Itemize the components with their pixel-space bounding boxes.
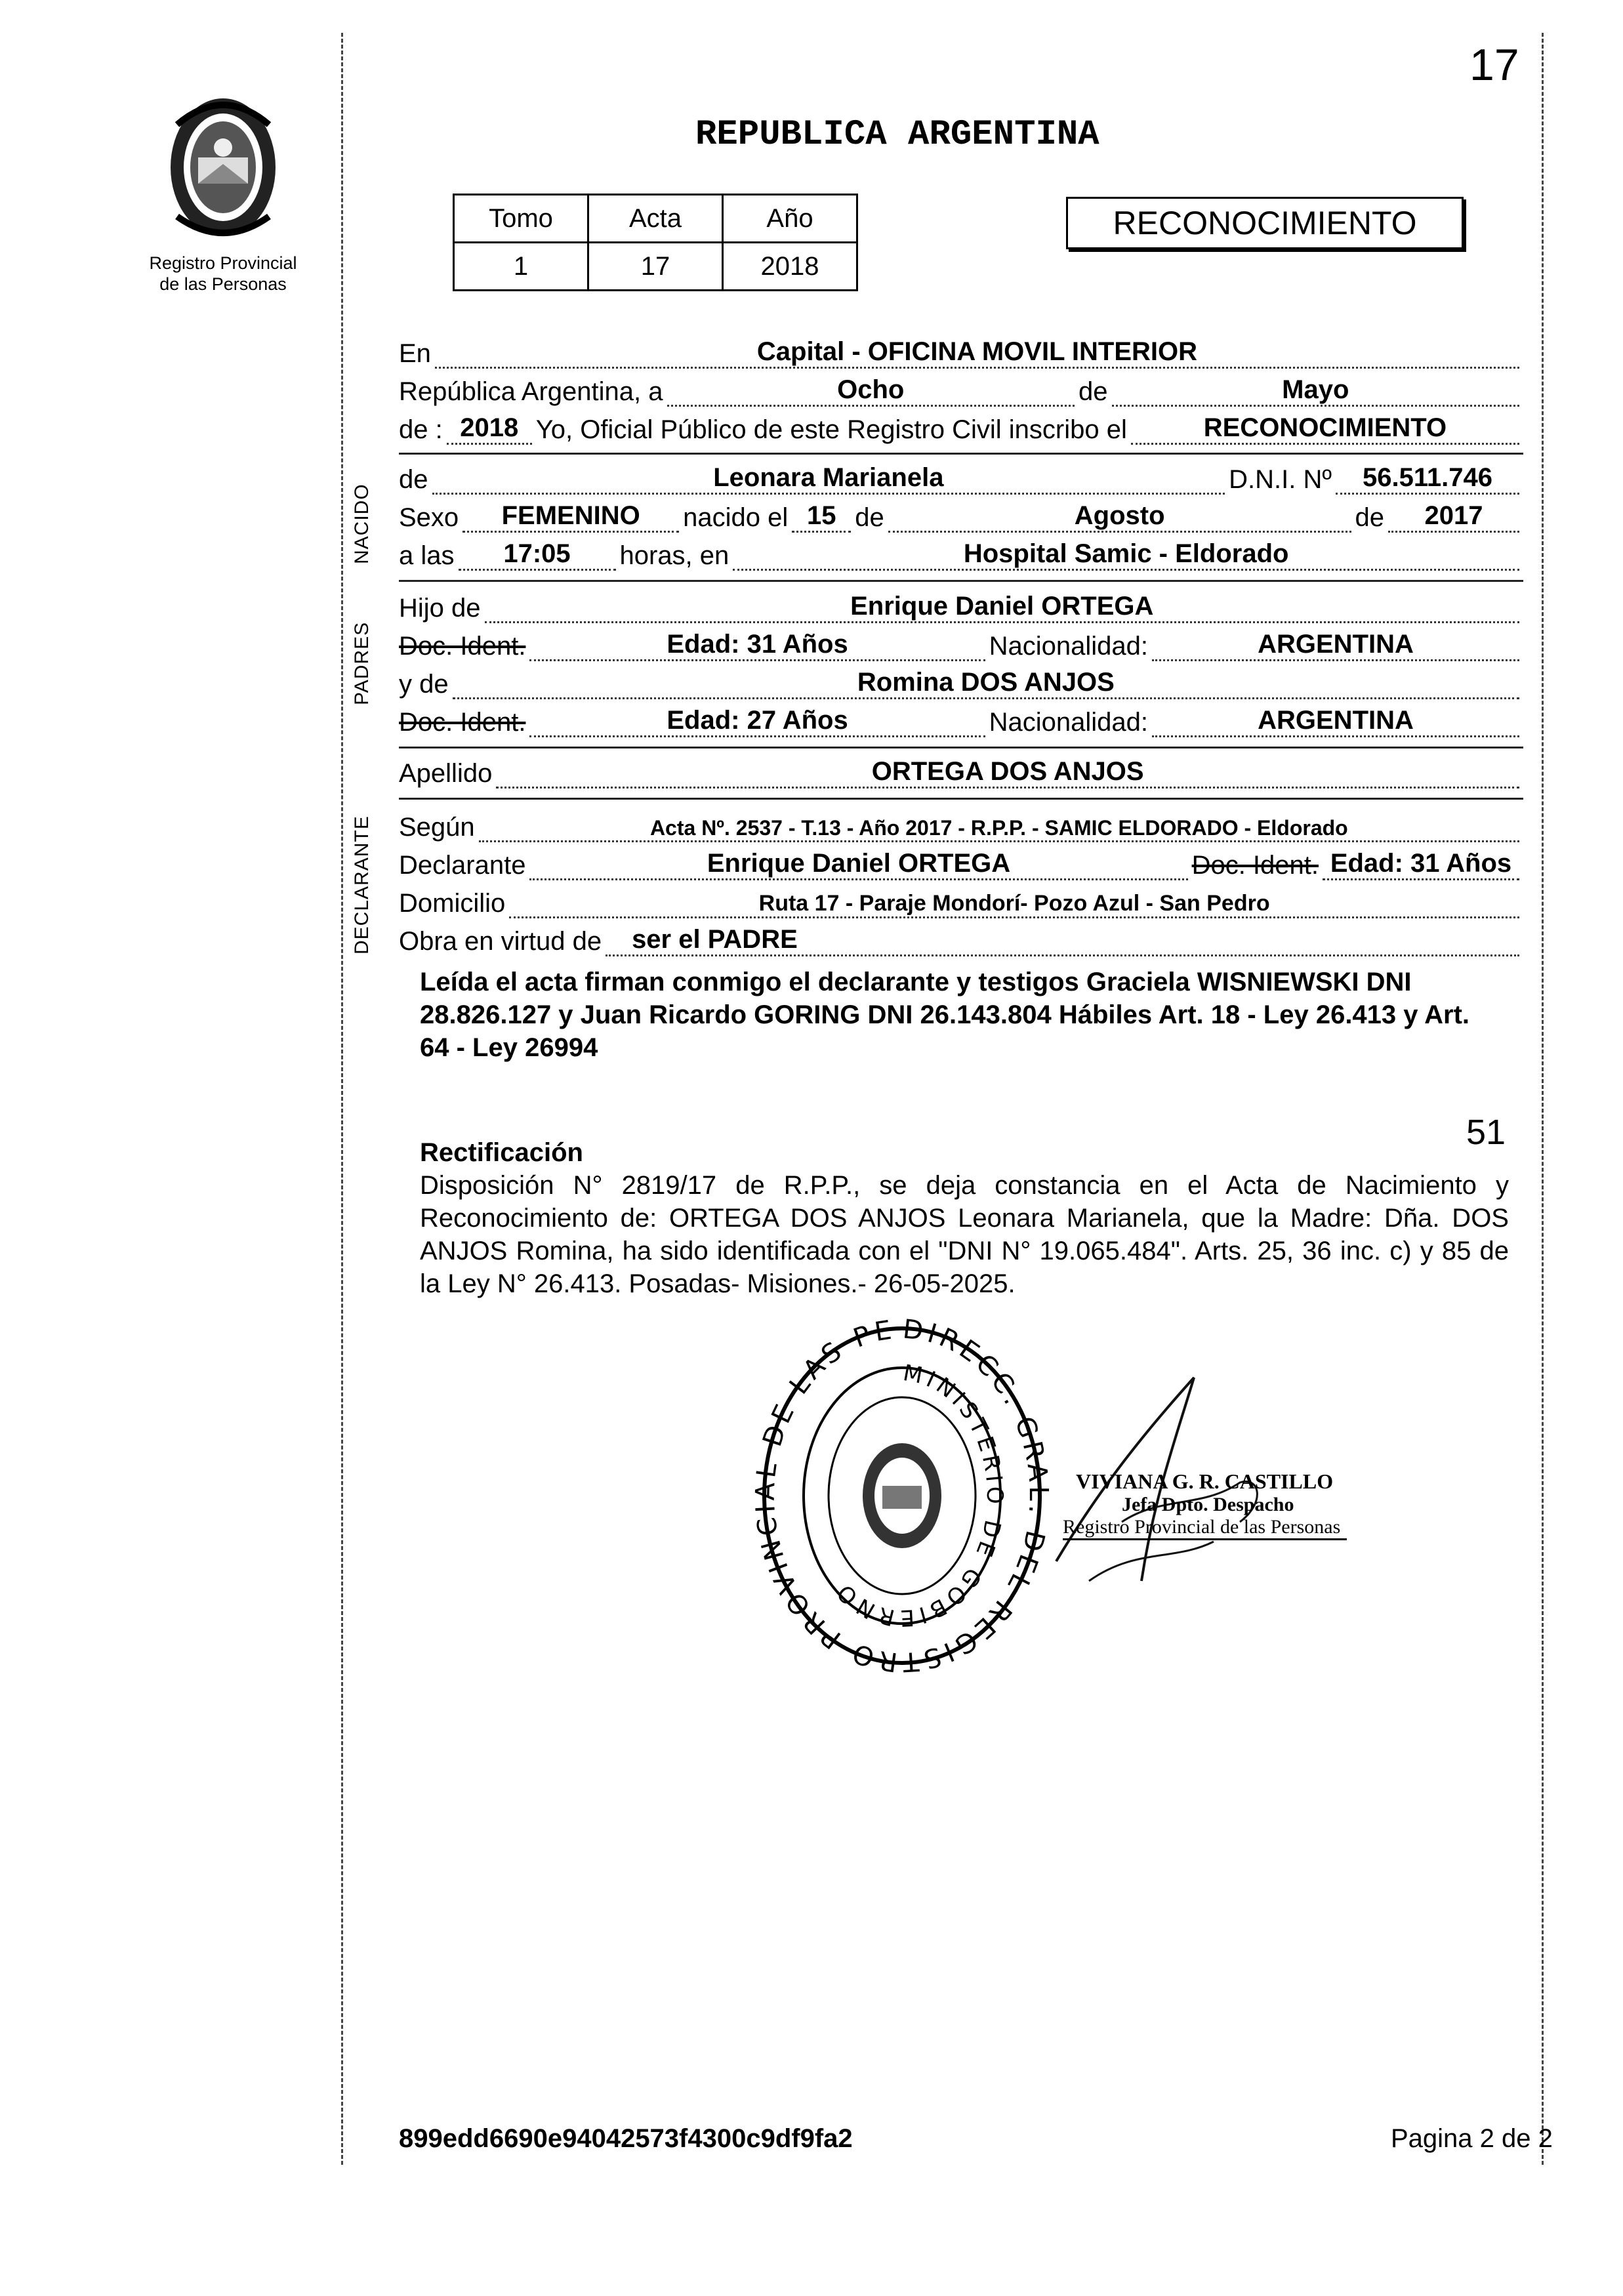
side-label-declarante: DECLARANTE [351,815,373,954]
line-declarante: Declarante Enrique Daniel ORTEGA Doc. Ident. Edad: 31 Años [399,846,1523,880]
day-value: Ocho [837,375,905,404]
separator [399,747,1523,748]
place-value: Capital - OFICINA MOVIL INTERIOR [756,337,1198,366]
surname-value: ORTEGA DOS ANJOS [871,757,1144,786]
document-hash: 899edd6690e94042573f4300c9df9fa2 [399,2124,853,2153]
line-en: En Capital - OFICINA MOVIL INTERIOR [399,335,1523,369]
anio-header: Año [723,195,857,243]
stamp-inner-text: MINISTERIO DE GOBIERNO [829,1359,1008,1631]
closing-statement: Leída el acta firman conmigo el declarante y testigos Graciela WISNIEWSKI DNI 28.826.127 y Juan Ricardo GORING DNI 26.143.804 Hábiles Art. 18 - Ley 26.413 y Art. 64 - Ley 26994 [420,968,1470,1062]
line-segun: Según Acta Nº. 2537 - T.13 - Año 2017 - R.P.P. - SAMIC ELDORADO - Eldorado [399,808,1523,842]
line-hora: a las 17:05 horas, en Hospital Samic - Eldorado [399,537,1523,571]
side-label-nacido: NACIDO [351,483,373,564]
tomo-value: 1 [454,243,588,291]
declarant-age-value: Edad: 31 Años [1330,849,1512,878]
line-fecha: República Argentina, a Ocho de Mayo [399,373,1523,407]
birth-place-value: Hospital Samic - Eldorado [963,539,1289,568]
separator [399,798,1523,800]
mother-nationality-value: ARGENTINA [1258,706,1414,735]
birth-month-value: Agosto [1074,501,1165,530]
declarant-name-value: Enrique Daniel ORTEGA [707,849,1011,878]
line-obra: Obra en virtud de ser el PADRE [399,922,1523,956]
birth-time-value: 17:05 [503,539,571,568]
line-nombre: de Leonara Marianela D.N.I. Nº 56.511.746 [399,461,1523,495]
record-type-box: RECONOCIMIENTO [1066,197,1464,249]
signatory-block [1063,1469,1404,1540]
rectification-title: Rectificación [420,1138,583,1167]
year-value: 2018 [460,413,519,442]
line-domicilio: Domicilio Ruta 17 - Paraje Mondorí- Pozo Azul - San Pedro [399,884,1523,918]
anio-value: 2018 [723,243,857,291]
line-padre: Hijo de Enrique Daniel ORTEGA [399,589,1523,623]
source-act-value: Acta Nº. 2537 - T.13 - Año 2017 - R.P.P. - SAMIC ELDORADO - Eldorado [649,816,1348,840]
registry-name: Registro Provincial de las Personas [149,253,297,294]
capacity-value: ser el PADRE [632,925,798,954]
acta-header: Acta [588,195,723,243]
stamp-outer-text: DIRECC. GR DEL REGISTRO PROVIN L DE LAS PE [754,1319,1050,1673]
line-sexo: Sexo FEMENINO nacido el 15 de Agosto de 2017 [399,499,1523,533]
father-nationality-value: ARGENTINA [1258,630,1414,659]
record-table [453,194,858,291]
child-name-value: Leonara Marianela [713,463,944,492]
tomo-header: Tomo [454,195,588,243]
signatory-name: VIVIANA G. R. CASTILLO [1076,1469,1334,1493]
father-name-value: Enrique Daniel ORTEGA [850,592,1154,621]
signatory-org: Registro Provincial de las Personas [1063,1516,1347,1540]
page-indicator: Pagina 2 de 2 [1391,2124,1553,2153]
side-label-padres: PADRES [351,621,373,705]
line-madre: y de Romina DOS ANJOS [399,665,1523,699]
page-number: 17 [1469,40,1519,90]
acta-value: 17 [588,243,723,291]
official-stamp [754,1319,1050,1673]
line-padre-doc: Doc. Ident. Edad: 31 Años Nacionalidad: ARGENTINA [399,627,1523,661]
signatory-role: Jefa Dpto. Despacho [1122,1494,1294,1515]
line-inscribo: de : 2018 Yo, Oficial Público de este Registro Civil inscribo el RECONOCIMIENTO [399,411,1523,445]
father-age-value: Edad: 31 Años [667,630,848,659]
dni-value: 56.511.746 [1363,463,1492,492]
page-title: REPUBLICA ARGENTINA [695,115,1099,155]
birth-year-value: 2017 [1424,501,1483,530]
sex-value: FEMENINO [501,501,640,530]
left-margin-line [341,33,343,2165]
month-value: Mayo [1282,375,1349,404]
mother-name-value: Romina DOS ANJOS [857,668,1115,697]
rectification-body: Disposición N° 2819/17 de R.P.P., se deja constancia en el Acta de Nacimiento y Reconocimiento de: ORTEGA DOS ANJOS Leonara Marianela, que la Madre: Dña. DOS ANJOS Romina, ha sido identificada con el "DNI N° 19.065.484". Arts. 25, 36 inc. c) y 85 de la Ley N° 26.413. Posadas- Misiones.- 26-05-2025. [420,1171,1509,1298]
rectification-number: 51 [1466,1113,1506,1152]
separator [399,580,1523,582]
provincial-seal-logo [157,85,289,249]
line-madre-doc: Doc. Ident. Edad: 27 Años Nacionalidad: ARGENTINA [399,703,1523,737]
right-margin-line [1542,33,1544,2165]
act-type-value: RECONOCIMIENTO [1203,413,1447,442]
address-value: Ruta 17 - Paraje Mondorí- Pozo Azul - San Pedro [758,891,1270,916]
line-apellido: Apellido ORTEGA DOS ANJOS [399,754,1523,789]
mother-age-value: Edad: 27 Años [667,706,848,735]
separator [399,453,1523,455]
birth-day-value: 15 [807,501,836,530]
